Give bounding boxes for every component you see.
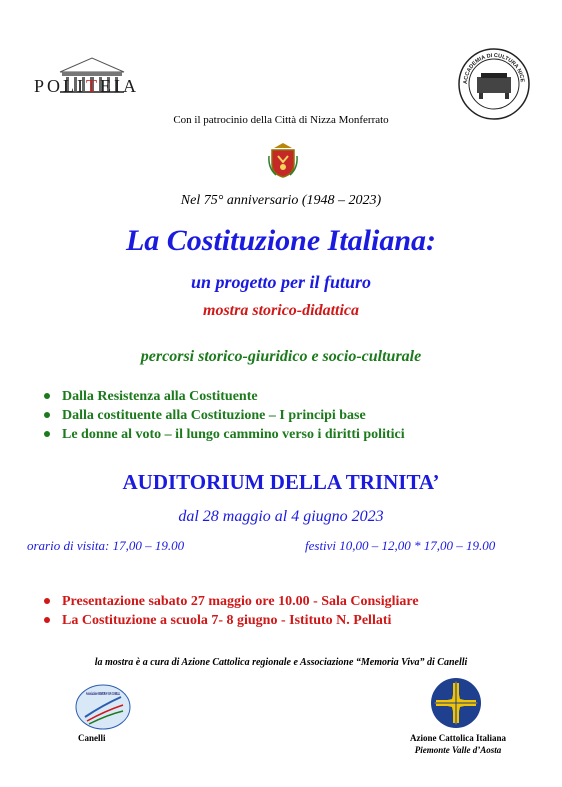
bullet-icon xyxy=(44,617,50,623)
paths-heading: percorsi storico-giuridico e socio-culturale xyxy=(140,348,422,365)
subtitle: un progetto per il futuro xyxy=(190,272,372,292)
weekday-hours: orario di visita: 17,00 – 19.00 xyxy=(27,538,185,553)
holiday-hours: festivi 10,00 – 12,00 * 17,00 – 19.00 xyxy=(305,538,496,553)
azione-cattolica-region: Piemonte Valle d’Aosta xyxy=(414,745,502,755)
events-list xyxy=(44,592,419,630)
topic-item: Dalla Resistenza alla Costituente xyxy=(44,387,405,406)
event-item: La Costituzione a scuola 7- 8 giugno - Istituto N. Pellati xyxy=(44,611,419,630)
exhibition-type: mostra storico-didattica xyxy=(203,302,359,319)
dates-line: dal 28 maggio al 4 giugno 2023 xyxy=(178,508,384,525)
bullet-icon xyxy=(44,412,50,418)
bullet-icon xyxy=(44,393,50,399)
anniversary-line: Nel 75° anniversario (1948 – 2023) xyxy=(180,193,382,208)
canelli-label: Canelli xyxy=(78,733,106,743)
azione-cattolica-logo-icon xyxy=(430,677,482,729)
accademia-seal-icon xyxy=(457,47,531,121)
event-item: Presentazione sabato 27 maggio ore 10.00 - Sala Consigliare xyxy=(44,592,419,611)
topic-item: Le donne al voto – il lungo cammino verso i diritti politici xyxy=(44,425,405,444)
bullet-icon xyxy=(44,598,50,604)
bullet-icon xyxy=(44,431,50,437)
politeia-logo-text: POLITEIA xyxy=(34,76,139,96)
venue-heading: AUDITORIUM DELLA TRINITA’ xyxy=(122,470,440,494)
patronage-text: Con il patrocinio della Città di Nizza Monferrato xyxy=(173,114,389,126)
city-crest-icon xyxy=(268,142,298,178)
azione-cattolica-label: Azione Cattolica Italiana xyxy=(410,733,506,743)
page-title: La Costituzione Italiana: xyxy=(125,224,437,257)
topic-item: Dalla costituente alla Costituzione – I principi base xyxy=(44,406,405,425)
memoria-viva-logo-icon xyxy=(73,683,133,731)
curated-by-line: la mostra è a cura di Azione Cattolica regionale e Associazione “Memoria Viva” di Canelli xyxy=(94,657,468,668)
memoria-logo-text: Associazione MEMORIA VIVA CANELLI xyxy=(86,691,120,696)
topics-list xyxy=(44,387,405,444)
seal-text: ACCADEMIA DI CULTURA NICE xyxy=(462,52,525,85)
